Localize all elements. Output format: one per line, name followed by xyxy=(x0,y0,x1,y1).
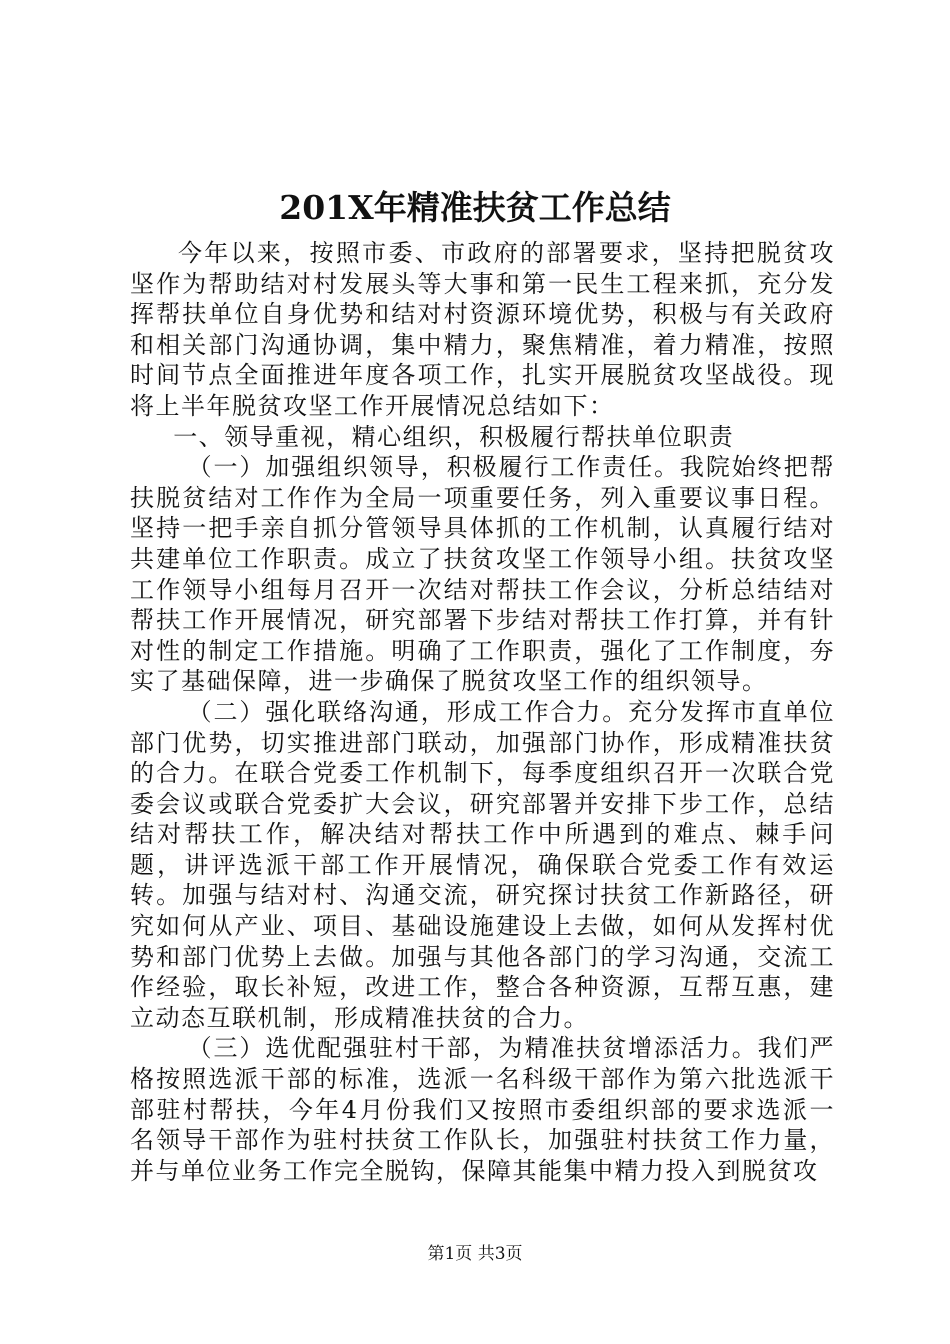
intro-paragraph: 今年以来，按照市委、市政府的部署要求，坚持把脱贫攻坚作为帮助结对村发展头等大事和第一民生工程来抓，充分发挥帮扶单位自身优势和结对村资源环境优势，积极与有关政府和相关部门沟通协调，集中精力，聚焦精准，着力精准，按照时间节点全面推进年度各项工作，扎实开展脱贫攻坚战役。现将上半年脱贫攻坚工作开展情况总结如下： xyxy=(130,239,835,420)
subsection-paragraph-3: （三）选优配强驻村干部，为精准扶贫增添活力。我们严格按照选派干部的标准，选派一名科级干部作为第六批选派干部驻村帮扶，今年4月份我们又按照市委组织部的要求选派一名领导干部作为驻村扶贫工作队长，加强驻村扶贫工作力量，并与单位业务工作完全脱钩，保障其能集中精力投入到脱贫攻 xyxy=(130,1034,835,1185)
section-heading-1: 一、领导重视，精心组织，积极履行帮扶单位职责 xyxy=(173,422,735,451)
subsection-paragraph-2: （二）强化联络沟通，形成工作合力。充分发挥市直单位部门优势，切实推进部门联动，加强部门协作，形成精准扶贫的合力。在联合党委工作机制下，每季度组织召开一次联合党委会议或联合党委扩大会议，研究部署并安排下步工作，总结结对帮扶工作，解决结对帮扶工作中所遇到的难点、棘手问题，讲评选派干部工作开展情况，确保联合党委工作有效运转。加强与结对村、沟通交流，研究探讨扶贫工作新路径，研究如何从产业、项目、基础设施建设上去做，如何从发挥村优势和部门优势上去做。加强与其他各部门的学习沟通，交流工作经验，取长补短，改进工作，整合各种资源，互帮互惠，建立动态互联机制，形成精准扶贫的合力。 xyxy=(130,697,835,1032)
document-body xyxy=(130,238,835,1186)
document-title: 201X年精准扶贫工作总结 xyxy=(279,188,671,227)
page-footer: 第1页 共3页 xyxy=(427,1244,523,1264)
subsection-paragraph-1: （一）加强组织领导，积极履行工作责任。我院始终把帮扶脱贫结对工作作为全局一项重要任务，列入重要议事日程。坚持一把手亲自抓分管领导具体抓的工作机制，认真履行结对共建单位工作职责。成立了扶贫攻坚工作领导小组。扶贫攻坚工作领导小组每月召开一次结对帮扶工作会议，分析总结结对帮扶工作开展情况，研究部署下步结对帮扶工作打算，并有针对性的制定工作措施。明确了工作职责，强化了工作制度，夯实了基础保障，进一步确保了脱贫攻坚工作的组织领导。 xyxy=(130,453,835,696)
